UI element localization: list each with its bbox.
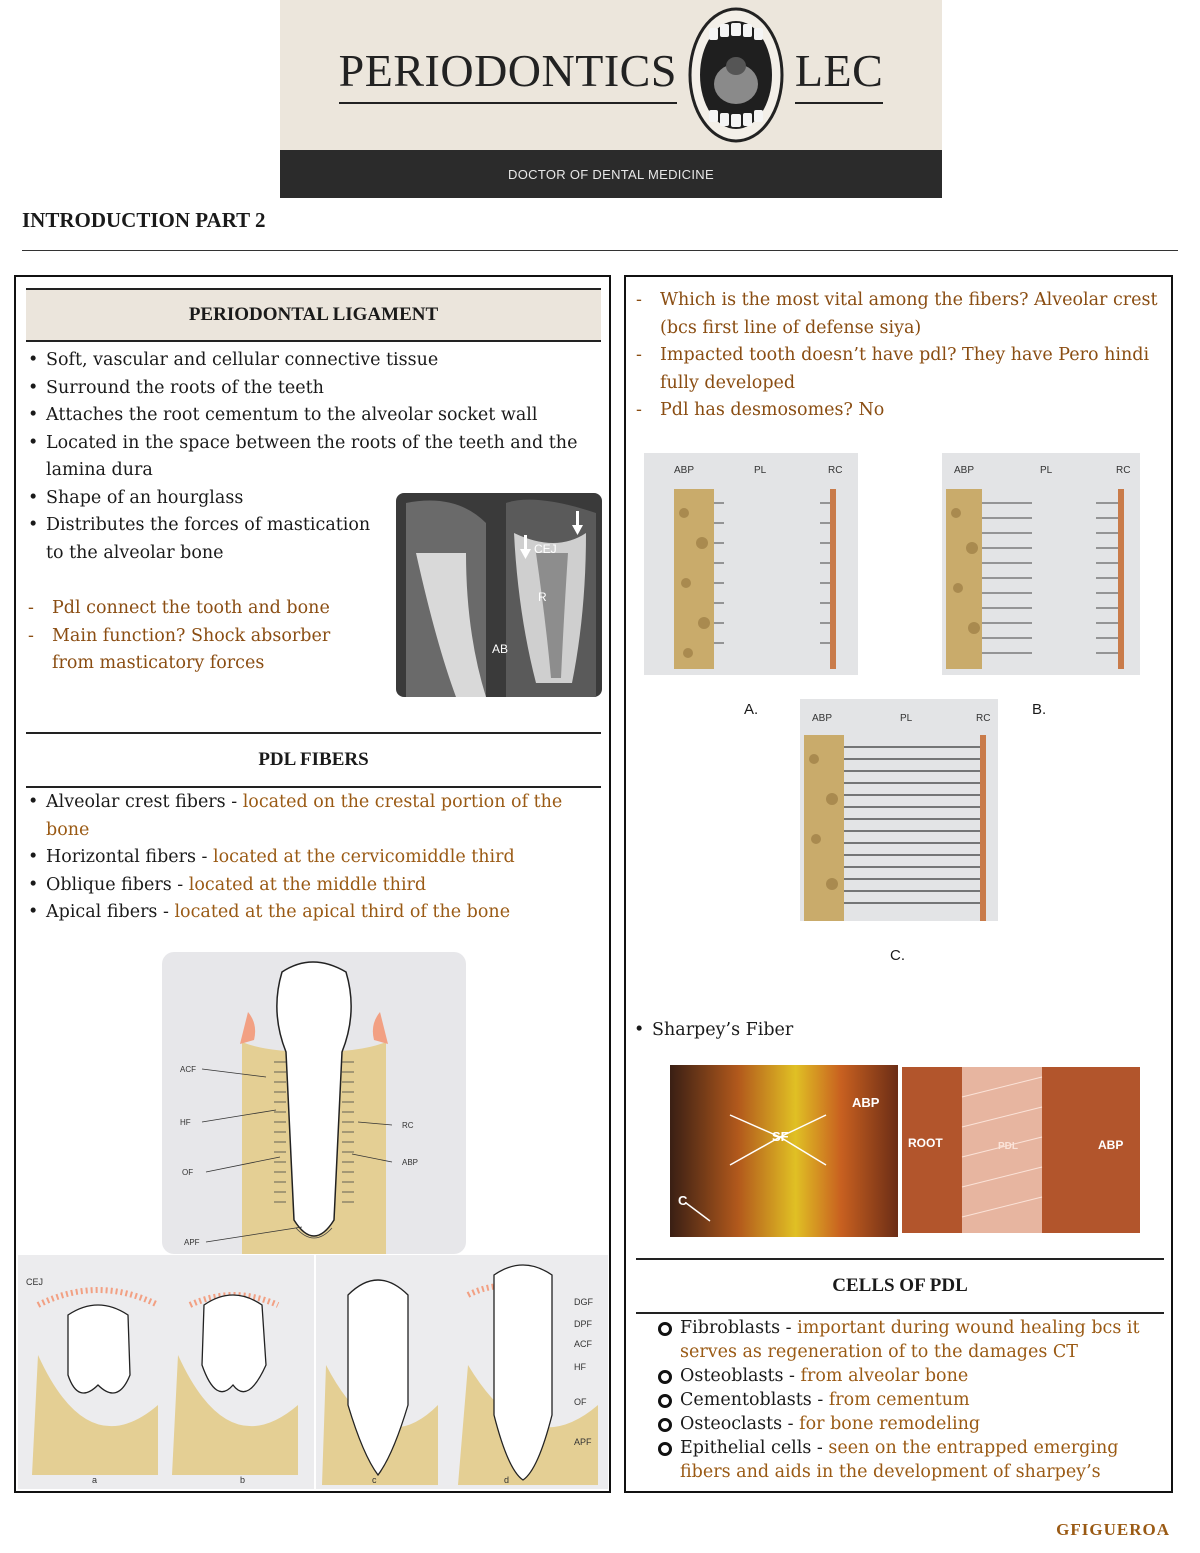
banner-title <box>280 0 942 150</box>
dev-label-c: c <box>372 1475 377 1485</box>
list-item: • Attaches the root cementum to the alveolar socket wall <box>28 405 538 425</box>
left-column <box>14 275 611 1493</box>
dev-label-dgf: DGF <box>574 1297 593 1307</box>
dev-label-of: OF <box>574 1397 587 1407</box>
pdl-heading <box>26 288 601 342</box>
dev-label-a: a <box>92 1475 98 1485</box>
note-item: - Pdl connect the tooth and bone <box>28 598 330 618</box>
model-a-rc: RC <box>828 465 843 476</box>
model-b-pl: PL <box>1040 465 1053 476</box>
model-a-pl: PL <box>754 465 767 476</box>
ring-bullet-icon <box>658 1442 672 1456</box>
tooth-fiber-diagram <box>162 952 466 1254</box>
dev-label-dpf: DPF <box>574 1319 592 1329</box>
pdl-heading-text: PERIODONTAL LIGAMENT <box>188 304 439 325</box>
header-banner <box>280 0 942 198</box>
model-c-pl: PL <box>900 713 913 724</box>
note-item: - Main function? Shock absorber from masticatory forces <box>28 625 331 673</box>
xray-label-cej: CEJ <box>534 542 557 556</box>
banner-right-word: LEC <box>795 46 883 105</box>
list-item: Fibroblasts - important during wound healing bcs it serves as regeneration of to the damages CT <box>656 1316 1156 1364</box>
pdl-notes-list <box>26 595 376 678</box>
dev-label-acf: ACF <box>574 1339 592 1349</box>
model-b-caption: B. <box>1032 701 1047 718</box>
diagram-label-abp: ABP <box>402 1158 419 1167</box>
model-a-abp: ABP <box>674 465 695 476</box>
sharpey-label-root: ROOT <box>908 1136 943 1150</box>
list-item: • Soft, vascular and cellular connective tissue <box>28 350 439 370</box>
ring-bullet-icon <box>658 1322 672 1336</box>
list-item: • Surround the roots of the teeth <box>28 377 324 398</box>
page-title: INTRODUCTION PART 2 <box>22 208 266 232</box>
open-mouth-logo-icon <box>687 6 785 144</box>
fibers-list <box>26 789 598 927</box>
list-item: Osteoblasts - from alveolar bone <box>656 1364 1156 1388</box>
xray-label-r: R <box>538 590 547 604</box>
model-a-caption: A. <box>744 701 759 718</box>
diagram-label-of: OF <box>182 1168 194 1177</box>
list-item: Osteoclasts - for bone remodeling <box>656 1412 1156 1436</box>
pdl-fibers-heading-text: PDL FIBERS <box>258 749 369 770</box>
model-c-rc: RC <box>976 713 991 724</box>
model-c-abp: ABP <box>812 713 833 724</box>
model-c-image <box>800 699 998 921</box>
sharpey-histology-image-1 <box>670 1065 898 1237</box>
model-a-image <box>644 453 858 675</box>
model-b-image <box>942 453 1140 675</box>
diagram-label-rc: RC <box>402 1121 414 1130</box>
sharpey-label-abp: ABP <box>852 1095 880 1110</box>
author-footer: GFIGUEROA <box>1056 1520 1170 1539</box>
dev-label-cej: CEJ <box>26 1277 44 1287</box>
ring-bullet-icon <box>658 1370 672 1384</box>
list-item: • Oblique fibers - located at the middle third <box>28 874 427 895</box>
ring-bullet-icon <box>658 1418 672 1432</box>
title-divider <box>22 250 1178 251</box>
note-item: - Which is the most vital among the fibers? Alveolar crest (bcs first line of defense siya) <box>636 290 1158 338</box>
diagram-label-hf: HF <box>180 1118 191 1127</box>
list-item: • Horizontal fibers - located at the cervicomiddle third <box>28 847 515 867</box>
note-item: - Pdl has desmosomes? No <box>636 400 885 420</box>
pdl-fibers-heading <box>26 732 601 788</box>
banner-subtitle-strip <box>280 150 942 198</box>
list-item: • Distributes the forces of mastication to the alveolar bone <box>28 515 371 563</box>
sharpey-label-c: C <box>678 1193 688 1208</box>
list-item: Epithelial cells - seen on the entrapped emerging fibers and aids in the development of sharpey’s <box>656 1436 1156 1484</box>
cells-heading-text: CELLS OF PDL <box>832 1275 968 1296</box>
note-item: - Impacted tooth doesn’t have pdl? They have Pero hindi fully developed <box>636 345 1150 393</box>
banner-left-word: PERIODONTICS <box>339 46 677 105</box>
list-item: • Apical fibers - located at the apical third of the bone <box>28 902 511 922</box>
model-b-rc: RC <box>1116 465 1131 476</box>
diagram-label-acf: ACF <box>180 1065 196 1074</box>
sharpey-label-sf: SF <box>772 1129 789 1144</box>
list-item: • Located in the space between the roots of the teeth and the lamina dura <box>28 432 578 480</box>
dev-label-b: b <box>240 1475 246 1485</box>
diagram-label-apf: APF <box>184 1238 200 1247</box>
list-item: Cementoblasts - from cementum <box>656 1388 1156 1412</box>
banner-subtitle: DOCTOR OF DENTAL MEDICINE <box>508 166 714 182</box>
sharpey-label-pdl: PDL <box>998 1141 1018 1152</box>
model-c-caption: C. <box>890 947 905 964</box>
dev-label-d: d <box>504 1475 510 1485</box>
right-notes-list <box>634 287 1159 425</box>
sharpey-list <box>632 1017 1032 1045</box>
dev-label-apf: APF <box>574 1437 592 1447</box>
sharpey-histology-image-2 <box>902 1067 1140 1233</box>
sharpey-label-abp2: ABP <box>1098 1138 1124 1152</box>
right-column <box>624 275 1173 1493</box>
list-item: • Alveolar crest fibers - located on the crestal portion of the bone <box>28 792 563 840</box>
xray-label-ab: AB <box>492 642 509 656</box>
cells-list <box>656 1316 1156 1484</box>
dev-label-hf: HF <box>574 1362 586 1372</box>
list-item: • Shape of an hourglass <box>28 487 244 508</box>
cells-heading <box>636 1258 1164 1314</box>
fiber-development-diagram <box>18 1255 608 1489</box>
list-item: • Sharpey’s Fiber <box>634 1020 794 1040</box>
model-b-abp: ABP <box>954 465 975 476</box>
ring-bullet-icon <box>658 1394 672 1408</box>
pdl-xray-image <box>396 493 602 697</box>
